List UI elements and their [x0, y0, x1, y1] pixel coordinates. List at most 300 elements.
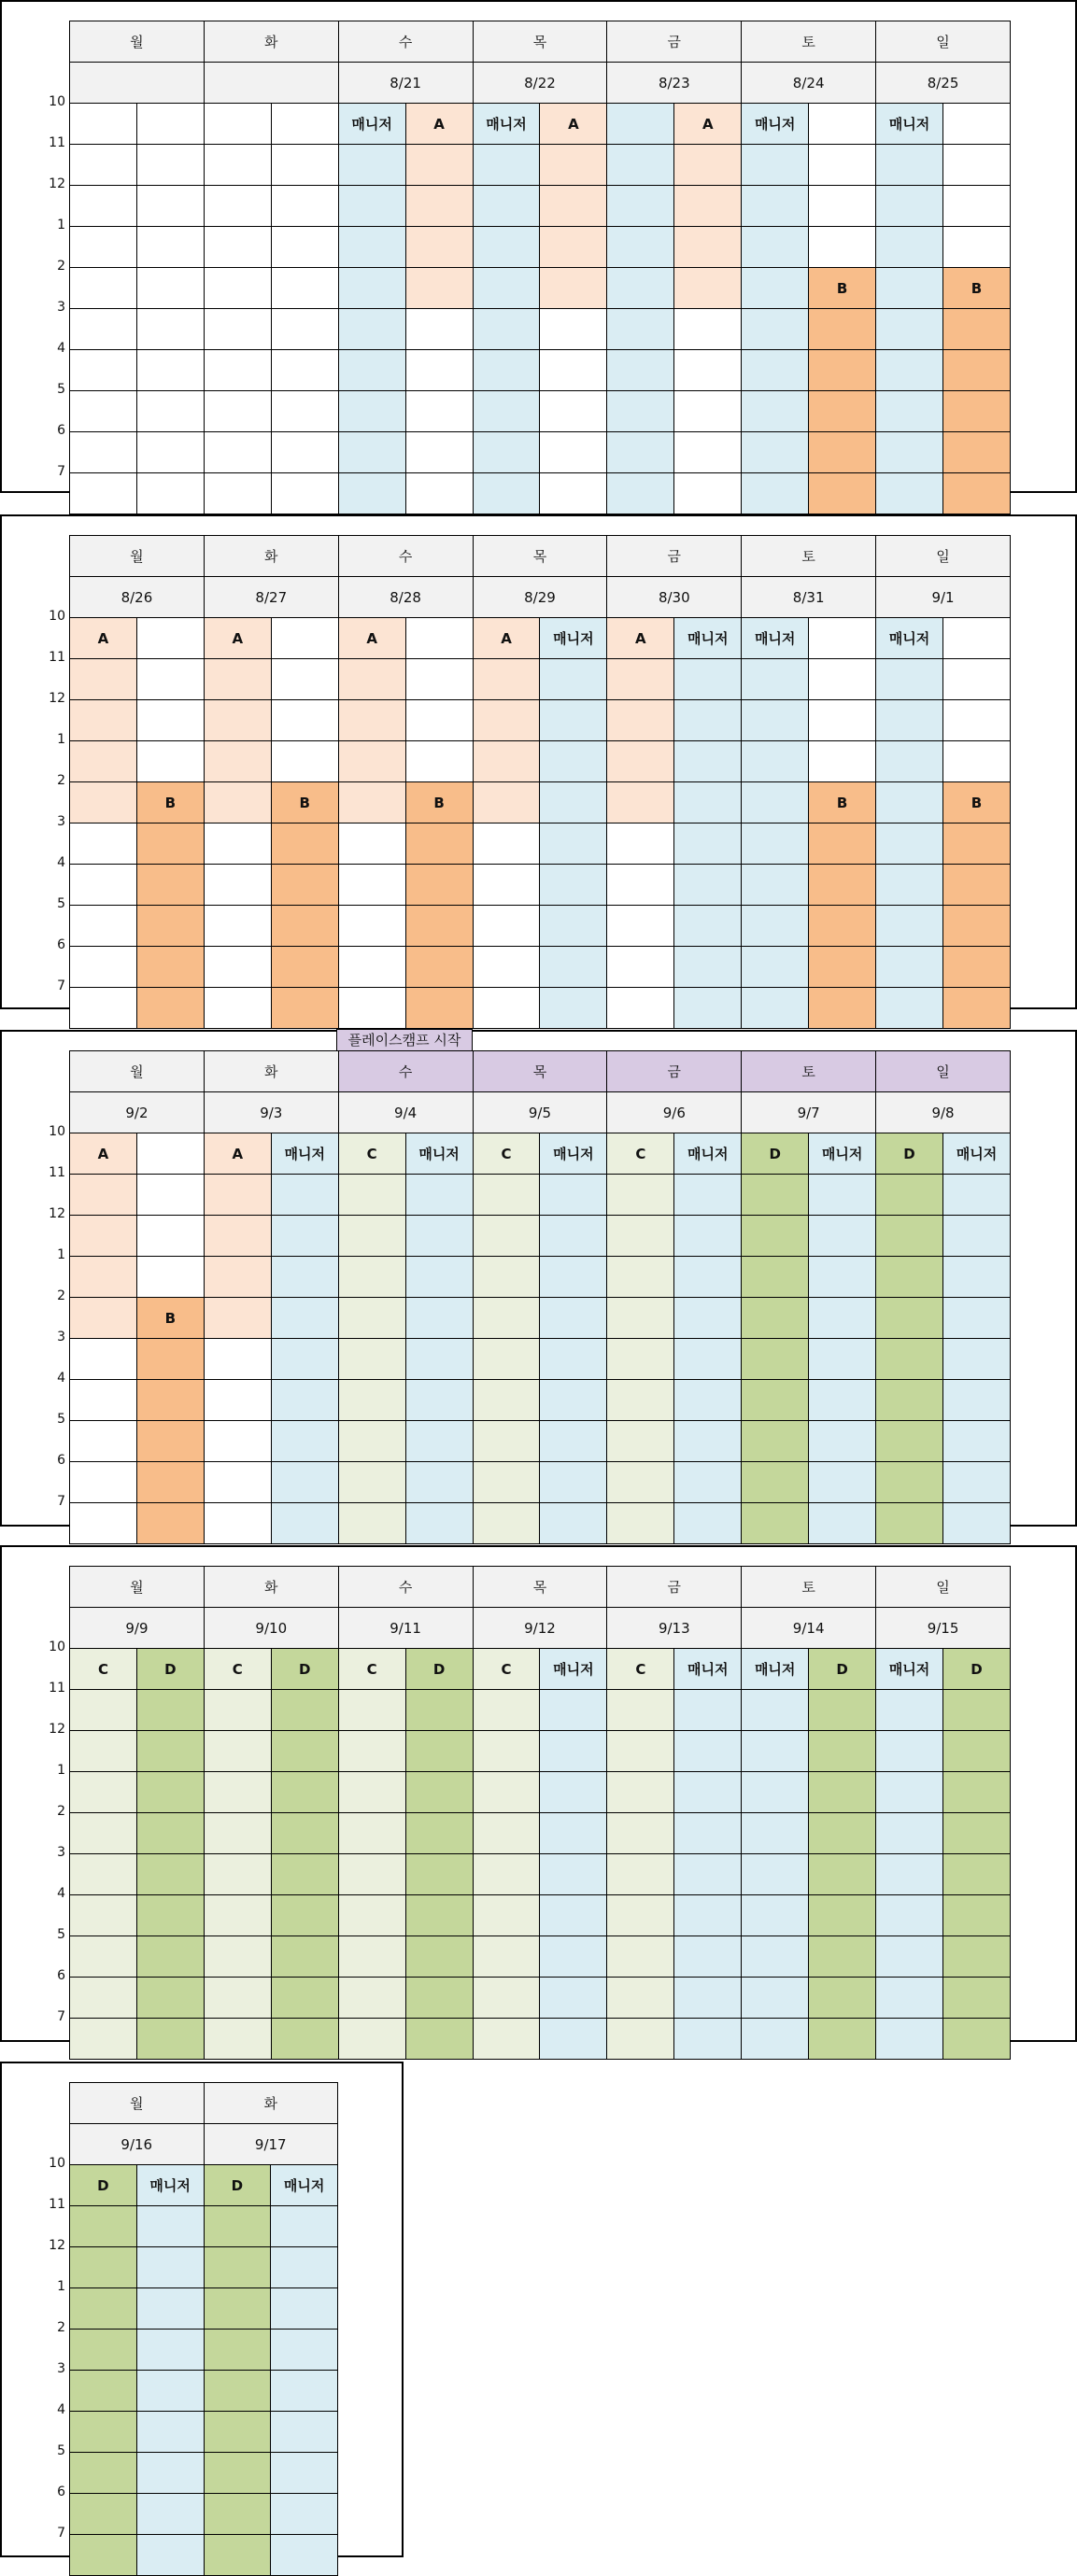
shift-cell[interactable]: [70, 1298, 137, 1339]
shift-cell[interactable]: [204, 865, 271, 906]
shift-cell[interactable]: [607, 1813, 674, 1854]
shift-cell[interactable]: [742, 1854, 809, 1895]
shift-cell[interactable]: [204, 659, 271, 700]
shift-cell[interactable]: [473, 1216, 540, 1257]
shift-cell[interactable]: [809, 1298, 876, 1339]
shift-cell[interactable]: [405, 1298, 473, 1339]
shift-cell[interactable]: A: [70, 618, 137, 659]
shift-cell[interactable]: [136, 988, 204, 1029]
shift-cell[interactable]: [70, 782, 137, 823]
shift-cell[interactable]: [540, 1339, 607, 1380]
shift-cell[interactable]: [204, 2453, 271, 2494]
shift-cell[interactable]: [405, 618, 473, 659]
shift-cell[interactable]: [271, 1978, 338, 2019]
shift-cell[interactable]: [136, 1813, 204, 1854]
shift-cell[interactable]: [136, 1257, 204, 1298]
shift-cell[interactable]: [338, 186, 405, 227]
shift-cell[interactable]: [876, 473, 943, 514]
shift-cell[interactable]: [809, 1731, 876, 1772]
shift-cell[interactable]: [338, 741, 405, 782]
shift-cell[interactable]: [742, 268, 809, 309]
shift-cell[interactable]: [473, 1175, 540, 1216]
shift-cell[interactable]: [338, 1731, 405, 1772]
shift-cell[interactable]: [607, 1298, 674, 1339]
shift-cell[interactable]: [540, 1895, 607, 1936]
shift-cell[interactable]: [204, 1380, 271, 1421]
shift-cell[interactable]: D: [742, 1133, 809, 1175]
shift-cell[interactable]: [70, 1854, 137, 1895]
shift-cell[interactable]: [338, 1339, 405, 1380]
shift-cell[interactable]: [271, 432, 338, 473]
shift-cell[interactable]: [473, 1503, 540, 1544]
shift-cell[interactable]: [405, 865, 473, 906]
shift-cell[interactable]: [136, 227, 204, 268]
shift-cell[interactable]: [540, 391, 607, 432]
shift-cell[interactable]: [136, 2019, 204, 2060]
shift-cell[interactable]: [405, 700, 473, 741]
shift-cell[interactable]: [540, 1462, 607, 1503]
shift-cell[interactable]: [473, 700, 540, 741]
shift-cell[interactable]: [607, 268, 674, 309]
shift-cell[interactable]: [70, 2206, 137, 2247]
shift-cell[interactable]: [473, 1936, 540, 1978]
shift-cell[interactable]: [540, 1175, 607, 1216]
shift-cell[interactable]: B: [271, 782, 338, 823]
shift-cell[interactable]: [338, 1813, 405, 1854]
shift-cell[interactable]: [136, 618, 204, 659]
shift-cell[interactable]: [876, 1216, 943, 1257]
shift-cell[interactable]: 매니저: [540, 1649, 607, 1690]
shift-cell[interactable]: [607, 1175, 674, 1216]
shift-cell[interactable]: [338, 659, 405, 700]
shift-cell[interactable]: [742, 1690, 809, 1731]
shift-cell[interactable]: [674, 1339, 742, 1380]
shift-cell[interactable]: [809, 1690, 876, 1731]
shift-cell[interactable]: [204, 1216, 271, 1257]
shift-cell[interactable]: [204, 1978, 271, 2019]
shift-cell[interactable]: [607, 906, 674, 947]
shift-cell[interactable]: [204, 2494, 271, 2535]
shift-cell[interactable]: [876, 1175, 943, 1216]
shift-cell[interactable]: [674, 659, 742, 700]
shift-cell[interactable]: [338, 1421, 405, 1462]
shift-cell[interactable]: [271, 988, 338, 1029]
shift-cell[interactable]: [607, 473, 674, 514]
shift-cell[interactable]: [540, 1854, 607, 1895]
shift-cell[interactable]: [540, 1503, 607, 1544]
shift-cell[interactable]: [809, 145, 876, 186]
shift-cell[interactable]: [674, 1298, 742, 1339]
shift-cell[interactable]: [338, 145, 405, 186]
shift-cell[interactable]: [204, 186, 271, 227]
shift-cell[interactable]: 매니저: [809, 1133, 876, 1175]
shift-cell[interactable]: [136, 186, 204, 227]
shift-cell[interactable]: [942, 906, 1010, 947]
shift-cell[interactable]: [473, 988, 540, 1029]
shift-cell[interactable]: D: [405, 1649, 473, 1690]
shift-cell[interactable]: [338, 1895, 405, 1936]
shift-cell[interactable]: [942, 1813, 1010, 1854]
shift-cell[interactable]: [338, 700, 405, 741]
shift-cell[interactable]: [204, 1854, 271, 1895]
shift-cell[interactable]: [271, 1813, 338, 1854]
shift-cell[interactable]: [271, 227, 338, 268]
shift-cell[interactable]: [136, 947, 204, 988]
shift-cell[interactable]: [70, 1936, 137, 1978]
shift-cell[interactable]: [942, 865, 1010, 906]
shift-cell[interactable]: [742, 1978, 809, 2019]
shift-cell[interactable]: [942, 1421, 1010, 1462]
shift-cell[interactable]: [136, 1731, 204, 1772]
shift-cell[interactable]: [271, 2247, 338, 2288]
shift-cell[interactable]: [674, 1216, 742, 1257]
shift-cell[interactable]: [338, 1298, 405, 1339]
shift-cell[interactable]: [876, 391, 943, 432]
shift-cell[interactable]: A: [204, 618, 271, 659]
shift-cell[interactable]: [271, 2288, 338, 2330]
shift-cell[interactable]: [204, 2247, 271, 2288]
shift-cell[interactable]: [674, 782, 742, 823]
shift-cell[interactable]: [942, 659, 1010, 700]
shift-cell[interactable]: [405, 391, 473, 432]
shift-cell[interactable]: [136, 2288, 204, 2330]
shift-cell[interactable]: [136, 1339, 204, 1380]
shift-cell[interactable]: [70, 1772, 137, 1813]
shift-cell[interactable]: [674, 1421, 742, 1462]
shift-cell[interactable]: [674, 865, 742, 906]
shift-cell[interactable]: [540, 309, 607, 350]
shift-cell[interactable]: [271, 309, 338, 350]
shift-cell[interactable]: C: [338, 1649, 405, 1690]
shift-cell[interactable]: [136, 391, 204, 432]
shift-cell[interactable]: [271, 186, 338, 227]
shift-cell[interactable]: [405, 1380, 473, 1421]
shift-cell[interactable]: [204, 309, 271, 350]
shift-cell[interactable]: [876, 1339, 943, 1380]
shift-cell[interactable]: [607, 186, 674, 227]
shift-cell[interactable]: 매니저: [674, 1649, 742, 1690]
shift-cell[interactable]: 매니저: [540, 1133, 607, 1175]
shift-cell[interactable]: [607, 1690, 674, 1731]
shift-cell[interactable]: [473, 186, 540, 227]
shift-cell[interactable]: [473, 1690, 540, 1731]
shift-cell[interactable]: [204, 1257, 271, 1298]
shift-cell[interactable]: A: [70, 1133, 137, 1175]
shift-cell[interactable]: [271, 865, 338, 906]
shift-cell[interactable]: [876, 1690, 943, 1731]
shift-cell[interactable]: [136, 1133, 204, 1175]
shift-cell[interactable]: C: [338, 1133, 405, 1175]
shift-cell[interactable]: [338, 1462, 405, 1503]
shift-cell[interactable]: [540, 432, 607, 473]
shift-cell[interactable]: [674, 988, 742, 1029]
shift-cell[interactable]: [338, 906, 405, 947]
shift-cell[interactable]: [540, 700, 607, 741]
shift-cell[interactable]: [809, 350, 876, 391]
shift-cell[interactable]: [607, 1421, 674, 1462]
shift-cell[interactable]: B: [942, 268, 1010, 309]
shift-cell[interactable]: [473, 1257, 540, 1298]
shift-cell[interactable]: [809, 186, 876, 227]
shift-cell[interactable]: [876, 1421, 943, 1462]
shift-cell[interactable]: [405, 1421, 473, 1462]
shift-cell[interactable]: [70, 268, 137, 309]
shift-cell[interactable]: [405, 1690, 473, 1731]
shift-cell[interactable]: [405, 1978, 473, 2019]
shift-cell[interactable]: [70, 1339, 137, 1380]
shift-cell[interactable]: [742, 350, 809, 391]
shift-cell[interactable]: [742, 947, 809, 988]
shift-cell[interactable]: [607, 2019, 674, 2060]
shift-cell[interactable]: [271, 1503, 338, 1544]
shift-cell[interactable]: [136, 2206, 204, 2247]
shift-cell[interactable]: [204, 947, 271, 988]
shift-cell[interactable]: [338, 865, 405, 906]
shift-cell[interactable]: [607, 988, 674, 1029]
shift-cell[interactable]: [473, 947, 540, 988]
shift-cell[interactable]: [70, 1978, 137, 2019]
shift-cell[interactable]: [136, 473, 204, 514]
shift-cell[interactable]: [540, 1978, 607, 2019]
shift-cell[interactable]: [473, 741, 540, 782]
shift-cell[interactable]: [271, 1690, 338, 1731]
shift-cell[interactable]: [742, 1175, 809, 1216]
shift-cell[interactable]: [70, 1813, 137, 1854]
shift-cell[interactable]: [809, 1503, 876, 1544]
shift-cell[interactable]: [942, 1731, 1010, 1772]
shift-cell[interactable]: [540, 2019, 607, 2060]
shift-cell[interactable]: [942, 1854, 1010, 1895]
shift-cell[interactable]: [742, 865, 809, 906]
shift-cell[interactable]: [876, 1854, 943, 1895]
shift-cell[interactable]: [942, 186, 1010, 227]
shift-cell[interactable]: [271, 1772, 338, 1813]
shift-cell[interactable]: [271, 1895, 338, 1936]
shift-cell[interactable]: [70, 1380, 137, 1421]
shift-cell[interactable]: [473, 268, 540, 309]
shift-cell[interactable]: [70, 2330, 137, 2371]
shift-cell[interactable]: [942, 473, 1010, 514]
shift-cell[interactable]: [405, 1813, 473, 1854]
shift-cell[interactable]: [809, 1462, 876, 1503]
shift-cell[interactable]: [942, 1257, 1010, 1298]
shift-cell[interactable]: [473, 659, 540, 700]
shift-cell[interactable]: [70, 1503, 137, 1544]
shift-cell[interactable]: D: [942, 1649, 1010, 1690]
shift-cell[interactable]: [271, 2412, 338, 2453]
shift-cell[interactable]: [742, 782, 809, 823]
shift-cell[interactable]: [607, 1380, 674, 1421]
shift-cell[interactable]: [136, 350, 204, 391]
shift-cell[interactable]: [540, 1936, 607, 1978]
shift-cell[interactable]: [942, 823, 1010, 865]
shift-cell[interactable]: [136, 1895, 204, 1936]
shift-cell[interactable]: [338, 1175, 405, 1216]
shift-cell[interactable]: [338, 309, 405, 350]
shift-cell[interactable]: [942, 988, 1010, 1029]
shift-cell[interactable]: [540, 823, 607, 865]
shift-cell[interactable]: [942, 700, 1010, 741]
shift-cell[interactable]: [674, 1462, 742, 1503]
shift-cell[interactable]: D: [136, 1649, 204, 1690]
shift-cell[interactable]: [742, 1421, 809, 1462]
shift-cell[interactable]: [876, 947, 943, 988]
shift-cell[interactable]: 매니저: [876, 1649, 943, 1690]
shift-cell[interactable]: [271, 1380, 338, 1421]
shift-cell[interactable]: [70, 823, 137, 865]
shift-cell[interactable]: [876, 659, 943, 700]
shift-cell[interactable]: [809, 741, 876, 782]
shift-cell[interactable]: [204, 1936, 271, 1978]
shift-cell[interactable]: [338, 350, 405, 391]
shift-cell[interactable]: [473, 145, 540, 186]
shift-cell[interactable]: [70, 2494, 137, 2535]
shift-cell[interactable]: [942, 1298, 1010, 1339]
shift-cell[interactable]: [204, 473, 271, 514]
shift-cell[interactable]: [204, 1690, 271, 1731]
shift-cell[interactable]: [942, 1462, 1010, 1503]
shift-cell[interactable]: [742, 391, 809, 432]
shift-cell[interactable]: [540, 906, 607, 947]
shift-cell[interactable]: [271, 741, 338, 782]
shift-cell[interactable]: [405, 1503, 473, 1544]
shift-cell[interactable]: [204, 1813, 271, 1854]
shift-cell[interactable]: [674, 1772, 742, 1813]
shift-cell[interactable]: [473, 473, 540, 514]
shift-cell[interactable]: [204, 700, 271, 741]
shift-cell[interactable]: [742, 1339, 809, 1380]
shift-cell[interactable]: [338, 268, 405, 309]
shift-cell[interactable]: [70, 947, 137, 988]
shift-cell[interactable]: 매니저: [271, 2165, 338, 2206]
shift-cell[interactable]: 매니저: [271, 1133, 338, 1175]
shift-cell[interactable]: [70, 906, 137, 947]
shift-cell[interactable]: D: [876, 1133, 943, 1175]
shift-cell[interactable]: [473, 906, 540, 947]
shift-cell[interactable]: [607, 1731, 674, 1772]
shift-cell[interactable]: [70, 2247, 137, 2288]
shift-cell[interactable]: [204, 1339, 271, 1380]
shift-cell[interactable]: [809, 227, 876, 268]
shift-cell[interactable]: [271, 947, 338, 988]
shift-cell[interactable]: [674, 2019, 742, 2060]
shift-cell[interactable]: [405, 906, 473, 947]
shift-cell[interactable]: [540, 1731, 607, 1772]
shift-cell[interactable]: [809, 104, 876, 145]
shift-cell[interactable]: [607, 1895, 674, 1936]
shift-cell[interactable]: [607, 227, 674, 268]
shift-cell[interactable]: [271, 700, 338, 741]
shift-cell[interactable]: [136, 659, 204, 700]
shift-cell[interactable]: [271, 1421, 338, 1462]
shift-cell[interactable]: [540, 473, 607, 514]
shift-cell[interactable]: [674, 1175, 742, 1216]
shift-cell[interactable]: [271, 2453, 338, 2494]
shift-cell[interactable]: [271, 618, 338, 659]
shift-cell[interactable]: [809, 700, 876, 741]
shift-cell[interactable]: [70, 1216, 137, 1257]
shift-cell[interactable]: [942, 1339, 1010, 1380]
shift-cell[interactable]: [742, 1462, 809, 1503]
shift-cell[interactable]: [540, 186, 607, 227]
shift-cell[interactable]: 매니저: [742, 104, 809, 145]
shift-cell[interactable]: [338, 1380, 405, 1421]
shift-cell[interactable]: [338, 1503, 405, 1544]
shift-cell[interactable]: [204, 988, 271, 1029]
shift-cell[interactable]: 매니저: [473, 104, 540, 145]
shift-cell[interactable]: [942, 1503, 1010, 1544]
shift-cell[interactable]: [204, 741, 271, 782]
shift-cell[interactable]: [674, 309, 742, 350]
shift-cell[interactable]: [473, 1895, 540, 1936]
shift-cell[interactable]: B: [809, 782, 876, 823]
shift-cell[interactable]: [136, 1175, 204, 1216]
shift-cell[interactable]: [271, 1339, 338, 1380]
shift-cell[interactable]: [607, 823, 674, 865]
shift-cell[interactable]: [271, 104, 338, 145]
shift-cell[interactable]: [204, 1175, 271, 1216]
shift-cell[interactable]: [607, 1772, 674, 1813]
shift-cell[interactable]: [271, 2330, 338, 2371]
shift-cell[interactable]: [405, 659, 473, 700]
shift-cell[interactable]: [405, 350, 473, 391]
shift-cell[interactable]: [809, 1854, 876, 1895]
shift-cell[interactable]: [473, 1813, 540, 1854]
shift-cell[interactable]: [876, 227, 943, 268]
shift-cell[interactable]: [607, 104, 674, 145]
shift-cell[interactable]: [674, 227, 742, 268]
shift-cell[interactable]: [136, 823, 204, 865]
shift-cell[interactable]: [942, 350, 1010, 391]
shift-cell[interactable]: [540, 1298, 607, 1339]
shift-cell[interactable]: [70, 391, 137, 432]
shift-cell[interactable]: [338, 947, 405, 988]
shift-cell[interactable]: [742, 145, 809, 186]
shift-cell[interactable]: [473, 227, 540, 268]
shift-cell[interactable]: [271, 1731, 338, 1772]
shift-cell[interactable]: [809, 1772, 876, 1813]
shift-cell[interactable]: [473, 1380, 540, 1421]
shift-cell[interactable]: 매니저: [742, 618, 809, 659]
shift-cell[interactable]: [70, 865, 137, 906]
shift-cell[interactable]: [271, 659, 338, 700]
shift-cell[interactable]: A: [405, 104, 473, 145]
shift-cell[interactable]: D: [809, 1649, 876, 1690]
shift-cell[interactable]: [742, 823, 809, 865]
shift-cell[interactable]: [271, 268, 338, 309]
shift-cell[interactable]: [204, 391, 271, 432]
shift-cell[interactable]: [271, 2206, 338, 2247]
shift-cell[interactable]: [271, 2494, 338, 2535]
shift-cell[interactable]: [876, 1731, 943, 1772]
shift-cell[interactable]: [674, 1813, 742, 1854]
shift-cell[interactable]: [607, 1854, 674, 1895]
shift-cell[interactable]: [607, 1462, 674, 1503]
shift-cell[interactable]: [405, 1175, 473, 1216]
shift-cell[interactable]: [607, 145, 674, 186]
shift-cell[interactable]: [473, 1854, 540, 1895]
shift-cell[interactable]: [942, 1380, 1010, 1421]
shift-cell[interactable]: [809, 618, 876, 659]
shift-cell[interactable]: [405, 309, 473, 350]
shift-cell[interactable]: [204, 432, 271, 473]
shift-cell[interactable]: [876, 1462, 943, 1503]
shift-cell[interactable]: [338, 823, 405, 865]
shift-cell[interactable]: [405, 186, 473, 227]
shift-cell[interactable]: B: [942, 782, 1010, 823]
shift-cell[interactable]: [809, 1216, 876, 1257]
shift-cell[interactable]: [607, 741, 674, 782]
